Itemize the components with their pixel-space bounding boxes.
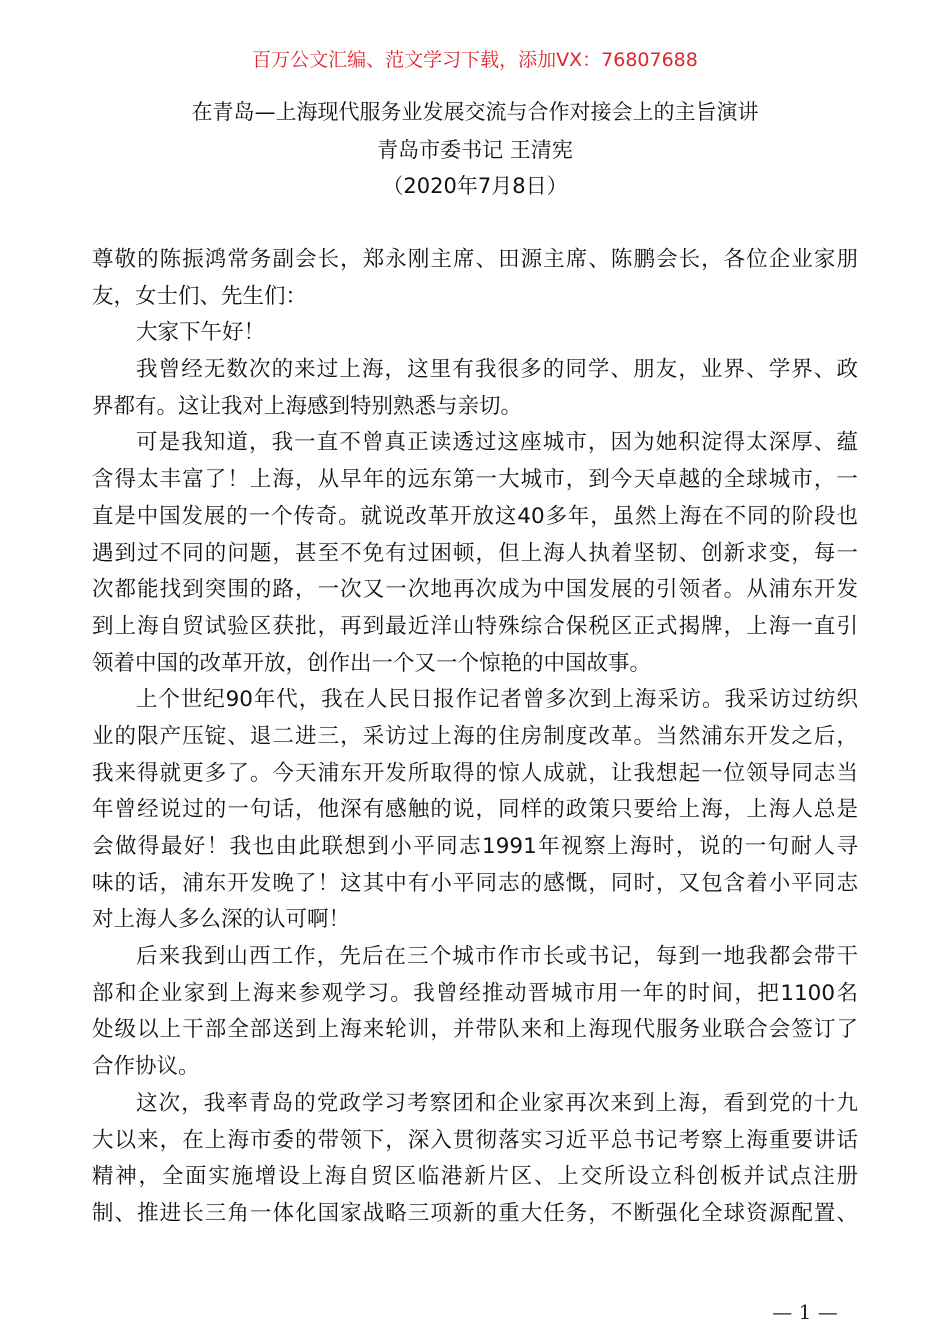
text-line: 合作协议。 bbox=[92, 1054, 200, 1080]
page-number: — 1 — bbox=[772, 1300, 838, 1324]
text-line: 业的限产压锭、退二进三，采访过上海的住房制度改革。当然浦东开发之后， bbox=[92, 723, 858, 749]
text-line: 次都能找到突围的路，一次又一次地再次成为中国发展的引领者。从浦东开发 bbox=[92, 577, 858, 603]
document-title: 在青岛—上海现代服务业发展交流与合作对接会上的主旨演讲 bbox=[191, 100, 759, 124]
document-date: （2020年7月8日） bbox=[382, 174, 568, 198]
text-line: 味的话，浦东开发晚了！这其中有小平同志的感慨，同时，又包含着小平同志 bbox=[92, 870, 858, 896]
text-line: 可是我知道，我一直不曾真正读透过这座城市，因为她积淀得太深厚、蕴 bbox=[136, 430, 858, 456]
text-line: 部和企业家到上海来参观学习。我曾经推动晋城市用一年的时间，把1100名 bbox=[92, 980, 858, 1006]
text-line: 对上海人多么深的认可啊！ bbox=[92, 907, 351, 933]
text-line: 处级以上干部全部送到上海来轮训，并带队来和上海现代服务业联合会签订了 bbox=[92, 1017, 858, 1043]
text-line: 含得太丰富了！上海，从早年的远东第一大城市，到今天卓越的全球城市，一 bbox=[92, 467, 858, 493]
text-line: 大以来，在上海市委的带领下，深入贯彻落实习近平总书记考察上海重要讲话 bbox=[92, 1127, 858, 1153]
text-line: 上个世纪90年代，我在人民日报作记者曾多次到上海采访。我采访过纺织 bbox=[136, 687, 858, 713]
text-line: 尊敬的陈振鸿常务副会长，郑永刚主席、田源主席、陈鹏会长，各位企业家朋 bbox=[92, 247, 858, 272]
paragraph bbox=[92, 315, 858, 352]
text-line: 制、推进长三角一体化国家战略三项新的重大任务，不断强化全球资源配置、 bbox=[92, 1200, 858, 1226]
text-line: 直是中国发展的一个传奇。就说改革开放这40多年，虽然上海在不同的阶段也 bbox=[92, 503, 858, 529]
paragraph bbox=[92, 939, 858, 1086]
paragraph bbox=[92, 352, 858, 425]
text-line: 界都有。这让我对上海感到特别熟悉与亲切。 bbox=[92, 393, 523, 419]
paragraph bbox=[92, 425, 858, 682]
text-line: 大家下午好！ bbox=[136, 320, 266, 346]
text-line: 友，女士们、先生们： bbox=[92, 283, 308, 309]
text-line: 年曾经说过的一句话，他深有感触的说，同样的政策只要给上海，上海人总是 bbox=[92, 797, 858, 823]
text-line: 这次，我率青岛的党政学习考察团和企业家再次来到上海，看到党的十九 bbox=[136, 1090, 858, 1116]
paragraph bbox=[92, 242, 858, 315]
text-line: 遇到过不同的问题，甚至不免有过困顿，但上海人执着坚韧、创新求变，每一 bbox=[92, 540, 858, 566]
watermark-banner: 百万公文汇编、范文学习下载，添加VX：76807688 bbox=[252, 49, 698, 71]
text-line: 领着中国的改革开放，创作出一个又一个惊艳的中国故事。 bbox=[92, 650, 652, 676]
text-line: 会做得最好！我也由此联想到小平同志1991年视察上海时，说的一句耐人寻 bbox=[92, 834, 858, 859]
paragraph bbox=[92, 1086, 858, 1233]
text-line: 精神，全面实施增设上海自贸区临港新片区、上交所设立科创板并试点注册 bbox=[92, 1164, 858, 1190]
text-line: 到上海自贸试验区获批，再到最近洋山特殊综合保税区正式揭牌，上海一直引 bbox=[92, 613, 858, 639]
text-line: 我来得就更多了。今天浦东开发所取得的惊人成就，让我想起一位领导同志当 bbox=[92, 760, 858, 786]
document-body bbox=[92, 242, 858, 1233]
text-line: 我曾经无数次的来过上海，这里有我很多的同学、朋友，业界、学界、政 bbox=[136, 357, 858, 383]
document-author: 青岛市委书记 王清宪 bbox=[377, 138, 573, 162]
paragraph bbox=[92, 682, 858, 939]
text-line: 后来我到山西工作，先后在三个城市作市长或书记，每到一地我都会带干 bbox=[136, 944, 858, 970]
